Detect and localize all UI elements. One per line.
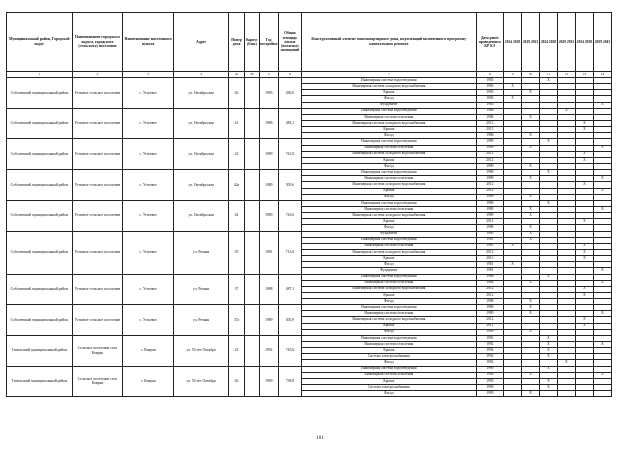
period-mark-cell: X [593,342,611,348]
prev-date-cell: 1989 [476,311,504,317]
header-period-3: 2024 2028 [540,13,558,72]
period-mark-cell: X [540,348,558,354]
element-cell: Инженерная система отопления [302,372,477,378]
period-mark-cell: X [540,354,558,360]
period-mark-cell: X [522,163,540,169]
period-mark-cell: X [557,360,575,366]
prev-date-cell: 1992 [476,348,504,354]
period-mark-cell: X [540,78,558,84]
house-number-cell: 23 [229,335,245,366]
prev-date-cell: 1983 [476,96,504,102]
house-number-cell: 42а [229,170,245,201]
prev-date-cell: 1983 [476,84,504,90]
area-cell: 305,9 [278,305,301,336]
period-mark-cell: X [540,200,558,206]
prev-date-cell: 2013 [476,127,504,133]
capital-repair-program-table [6,12,612,397]
header-area: Общая площадь жилых (нежилых) помещений [278,13,301,72]
prev-date-cell: 1989 [476,225,504,231]
prev-date-cell: 1988 [476,280,504,286]
area-cell: 487,1 [278,274,301,305]
period-mark-cell: X [557,108,575,114]
period-mark-cell: X [575,151,593,157]
locality-cell: с. Устьевое [123,170,174,201]
element-cell: Фасад [302,194,477,200]
settlement-cell: Устьевое сельское поселение [72,139,123,170]
prev-date-cell: 1989 [476,170,504,176]
element-cell: Фасад [302,163,477,169]
column-number: 6 [278,72,301,78]
house-number-cell: 26 [229,78,245,109]
period-mark-cell: X [540,385,558,391]
prev-date-cell: 2012 [476,182,504,188]
prev-date-cell: 1989 [476,213,504,219]
area-cell: 738,8 [278,366,301,397]
building-cell [244,335,259,366]
prev-date-cell: 1989 [476,206,504,212]
element-cell: Инженерная система холодного водоснабжения [302,317,477,323]
header-address: Адрес [174,13,229,72]
area-cell: 483,1 [278,108,301,139]
column-number: 5 [259,72,278,78]
address-cell: ул. Октябрьская [174,170,229,201]
period-mark-cell: X [522,280,540,286]
prev-date-cell: 1986 [476,114,504,120]
column-number: 14 [593,72,611,78]
settlement-cell: Устьевое сельское поселение [72,231,123,274]
settlement-cell: Сельское поселение село Ковран [72,366,123,397]
prev-date-cell: 2012 [476,317,504,323]
settlement-cell: Устьевое сельское поселение [72,274,123,305]
element-cell: Инженерная система холодного водоснабжения [302,286,477,292]
year-cell: 1989 [259,200,278,231]
house-number-cell: 41 [229,108,245,139]
period-mark-cell [593,391,611,397]
period-mark-cell: X [575,120,593,126]
period-mark-cell: X [522,237,540,243]
period-mark-cell: X [522,213,540,219]
header-row [7,13,612,72]
column-number: 7 [302,72,477,78]
prev-date-cell: 2012 [476,286,504,292]
period-mark-cell: X [522,299,540,305]
prev-date-cell: 1990 [476,385,504,391]
period-mark-cell: X [522,194,540,200]
element-cell: Фундамент [302,102,477,108]
building-cell [244,305,259,336]
element-cell: Инженерная система водоотведения [302,335,477,341]
year-cell: 1983 [259,78,278,109]
element-cell: Крыша [302,188,477,194]
prev-date-cell: 1992 [476,342,504,348]
column-number: 8 [476,72,504,78]
prev-date-cell: 2012 [476,120,504,126]
settlement-cell: Устьевое сельское поселение [72,108,123,139]
element-cell: Инженерная система отопления [302,243,477,249]
header-prev-date: Дата ранее проведенного КР КЭ [476,13,504,72]
prev-date-cell: 2013 [476,256,504,262]
period-mark-cell: X [522,311,540,317]
address-cell: ул. Октябрьская [174,78,229,109]
period-mark-cell: X [575,157,593,163]
element-cell: Фасад [302,360,477,366]
period-mark-cell: X [593,268,611,274]
element-cell: Инженерная система водоотведения [302,366,477,372]
area-cell: 745,6 [278,335,301,366]
element-cell: Крыша [302,157,477,163]
element-cell: Фасад [302,391,477,397]
building-cell [244,231,259,274]
district-cell: Соболевский муниципальный район [7,200,73,231]
period-mark-cell: X [540,335,558,341]
element-cell: Инженерная система водоотведения [302,200,477,206]
prev-date-cell: 1989 [476,200,504,206]
period-mark-cell: X [540,378,558,384]
column-number: 3 [123,72,174,78]
element-cell: Инженерная система водоотведения [302,237,477,243]
period-mark-cell: X [593,188,611,194]
element-cell: Инженерная система водоотведения [302,170,477,176]
year-cell: 1992 [259,335,278,366]
header-element: Конструктивный элемент многоквартирного дома, подлежащий включению в программу капитального ремонта [302,13,477,72]
building-cell [244,170,259,201]
column-number: 4 [174,72,229,78]
period-mark-cell: X [593,311,611,317]
prev-date-cell: 1989 [476,194,504,200]
element-cell: Инженерная система отопления [302,114,477,120]
settlement-cell: Устьевое сельское поселение [72,170,123,201]
prev-date-cell: 2012 [476,219,504,225]
prev-date-cell: 2012 [476,323,504,329]
district-cell: Соболевский муниципальный район [7,139,73,170]
locality-cell: с. Устьевое [123,274,174,305]
prev-date-cell: 1988 [476,274,504,280]
period-mark-cell: X [504,262,522,268]
element-cell: Инженерная система холодного водоснабжения [302,84,477,90]
period-mark-cell: X [504,84,522,90]
element-cell: Фасад [302,329,477,335]
prev-date-cell: 1992 [476,354,504,360]
column-number: 10 [522,72,540,78]
header-period-4: 2029 2033 [557,13,575,72]
prev-date-cell: 1992 [476,360,504,366]
period-mark-cell [575,391,593,397]
column-number: 11 [540,72,558,78]
element-cell: Инженерная система холодного водоснабжения [302,213,477,219]
header-house-number: Номер дома [229,13,245,72]
period-mark-cell [504,391,522,397]
period-mark-cell: X [575,286,593,292]
header-period-6: 2039 2043 [593,13,611,72]
period-mark-cell: X [522,372,540,378]
area-cell: 713,0 [278,231,301,274]
period-mark-cell: X [540,366,558,372]
element-cell: Крыша [302,219,477,225]
address-cell: ул. Октябрьская [174,200,229,231]
area-cell: 260,0 [278,78,301,109]
element-cell: Инженерная система отопления [302,311,477,317]
table-body [7,78,612,397]
settlement-cell: Устьевое сельское поселение [72,200,123,231]
year-cell: 1989 [259,139,278,170]
prev-date-cell: 2012 [476,188,504,194]
prev-date-cell: 1990 [476,366,504,372]
locality-cell: с. Ковран [123,335,174,366]
prev-date-cell: 1990 [476,372,504,378]
period-mark-cell: X [575,182,593,188]
locality-cell: с. Устьевое [123,231,174,274]
area-cell: 743,6 [278,200,301,231]
prev-date-cell: 1983 [476,78,504,84]
column-number: 1 [7,72,73,78]
locality-cell: с. Ковран [123,366,174,397]
element-cell: Инженерная система водоотведения [302,108,477,114]
element-cell: Крыша [302,348,477,354]
element-cell: Крыша [302,323,477,329]
district-cell: Соболевский муниципальный район [7,274,73,305]
address-cell: ул. Речная [174,274,229,305]
element-cell: Фасад [302,96,477,102]
period-mark-cell: X [575,317,593,323]
period-mark-cell: X [522,305,540,311]
period-mark-cell: X [522,206,540,212]
district-cell: Соболевский муниципальный район [7,231,73,274]
building-cell [244,108,259,139]
column-number: 13 [575,72,593,78]
period-mark-cell: X [575,219,593,225]
header-period-2: 2019 2023 [522,13,540,72]
header-district: Муниципальный район, Городской округ [7,13,73,72]
house-number-cell: 37а [229,305,245,336]
element-cell: Крыша [302,256,477,262]
period-mark-cell: X [575,292,593,298]
column-number: 12 [557,72,575,78]
locality-cell: с. Устьевое [123,139,174,170]
period-mark-cell: X [593,145,611,151]
element-cell: Инженерная система водоотведения [302,139,477,145]
header-settlement: Наименование городского округа, городского (сельского) поселения [72,13,123,72]
period-mark-cell: X [522,145,540,151]
prev-date-cell: 1981 [476,237,504,243]
locality-cell: с. Устьевое [123,305,174,336]
prev-date-cell: 1981 [476,268,504,274]
period-mark-cell: X [522,329,540,335]
house-number-cell: 44 [229,200,245,231]
prev-date-cell: 1990 [476,378,504,384]
period-mark-cell: X [540,274,558,280]
element-cell: Крыша [302,90,477,96]
header-locality: Наименование населенного пункта [123,13,174,72]
period-mark-cell: X [575,243,593,249]
prev-date-cell: 1990 [476,391,504,397]
element-cell: Фасад [302,225,477,231]
address-cell: ул. Октябрьская [174,108,229,139]
element-cell: Инженерная система отопления [302,280,477,286]
period-mark-cell: X [593,280,611,286]
period-mark-cell: X [540,342,558,348]
element-cell: Крыша [302,292,477,298]
element-cell: Инженерная система отопления [302,206,477,212]
prev-date-cell: 1988 [476,299,504,305]
element-cell: Инженерная система водоотведения [302,305,477,311]
district-cell: Соболевский муниципальный район [7,78,73,109]
district-cell: Тигильский муниципальный район [7,366,73,397]
prev-date-cell: 1983 [476,90,504,96]
element-cell: Инженерная система водоотведения [302,274,477,280]
address-cell: ул. 50 лет Октября [174,366,229,397]
settlement-cell: Устьевое сельское поселение [72,78,123,109]
settlement-cell: Устьевое сельское поселение [72,305,123,336]
page-number: 101 [316,436,324,441]
period-mark-cell: X [540,139,558,145]
element-cell: Инженерная система холодного водоснабжения [302,249,477,255]
year-cell: 1986 [259,108,278,139]
column-number: 2 [72,72,123,78]
year-cell: 1988 [259,274,278,305]
prev-date-cell: 1989 [476,329,504,335]
element-cell: Фундамент [302,231,477,237]
prev-date-cell: 1989 [476,139,504,145]
period-mark-cell: X [593,206,611,212]
period-mark-cell: X [522,133,540,139]
year-cell: 1981 [259,231,278,274]
element-cell: Инженерная система холодного водоснабжения [302,120,477,126]
period-mark-cell: X [522,231,540,237]
element-cell: Фасад [302,133,477,139]
period-mark-cell: X [522,225,540,231]
element-cell: Крыша [302,127,477,133]
area-cell: 305,6 [278,170,301,201]
period-mark-cell: X [504,243,522,249]
period-mark-cell: X [593,372,611,378]
building-cell [244,200,259,231]
element-cell: Инженерная система отопления [302,342,477,348]
house-number-cell: 35 [229,231,245,274]
header-period-5: 2034 2038 [575,13,593,72]
element-cell: Инженерная система холодного водоснабжения [302,182,477,188]
prev-date-cell: 2012 [476,157,504,163]
period-mark-cell: X [522,90,540,96]
period-mark-cell: X [540,170,558,176]
prev-date-cell: 1981 [476,243,504,249]
prev-date-cell: 2012 [476,292,504,298]
element-cell: Инженерная система водоотведения [302,78,477,84]
building-cell [244,366,259,397]
period-mark-cell [540,391,558,397]
element-cell: Система электроснабжения [302,354,477,360]
prev-date-cell: 1983 [476,102,504,108]
year-cell: 1989 [259,305,278,336]
building-cell [244,274,259,305]
element-cell: Инженерная система холодного водоснабжения [302,151,477,157]
district-cell: Тигильский муниципальный район [7,335,73,366]
element-cell: Инженерная система отопления [302,145,477,151]
period-mark-cell: X [504,96,522,102]
period-mark-cell: X [575,323,593,329]
year-cell: 1990 [259,366,278,397]
year-cell: 1989 [259,170,278,201]
period-mark-cell: X [522,176,540,182]
prev-date-cell: 1981 [476,262,504,268]
locality-cell: с. Устьевое [123,200,174,231]
element-cell: Крыша [302,378,477,384]
period-mark-cell: X [575,249,593,255]
address-cell: ул. Октябрьская [174,139,229,170]
building-cell [244,78,259,109]
district-cell: Соболевский муниципальный район [7,108,73,139]
period-mark-cell [557,391,575,397]
locality-cell: с. Устьевое [123,78,174,109]
header-year: Год постройки [259,13,278,72]
house-number-cell: 42 [229,139,245,170]
prev-date-cell: 1986 [476,133,504,139]
address-cell: ул. Речная [174,305,229,336]
area-cell: 741,8 [278,139,301,170]
period-mark-cell: X [593,102,611,108]
prev-date-cell: 1989 [476,176,504,182]
column-number: 4б [244,72,259,78]
column-number: 9 [504,72,522,78]
period-mark-cell: X [522,114,540,120]
address-cell: ул. 50 лет Октября [174,335,229,366]
prev-date-cell: 1989 [476,305,504,311]
prev-date-cell: 1989 [476,163,504,169]
element-cell: Фундамент [302,268,477,274]
header-building: Корпус (блок) [244,13,259,72]
header-period-1: 2014 2018 [504,13,522,72]
element-cell: Фасад [302,299,477,305]
prev-date-cell: 1986 [476,108,504,114]
locality-cell: с. Устьевое [123,108,174,139]
prev-date-cell: 1989 [476,231,504,237]
house-number-cell: 26 [229,366,245,397]
period-mark-cell: X [575,256,593,262]
prev-date-cell: 2012 [476,151,504,157]
settlement-cell: Сельское поселение село Ковран [72,335,123,366]
building-cell [244,139,259,170]
prev-date-cell: 2012 [476,249,504,255]
element-cell: Инженерная система отопления [302,176,477,182]
period-mark-cell: X [593,176,611,182]
element-cell: Фасад [302,262,477,268]
house-number-cell: 37 [229,274,245,305]
district-cell: Соболевский муниципальный район [7,305,73,336]
period-mark-cell: X [522,391,540,397]
element-cell: Система электроснабжения [302,385,477,391]
prev-date-cell: 1992 [476,335,504,341]
district-cell: Соболевский муниципальный район [7,170,73,201]
column-number: 4а [229,72,245,78]
prev-date-cell: 1989 [476,145,504,151]
period-mark-cell: X [575,127,593,133]
address-cell: ул. Речная [174,231,229,274]
